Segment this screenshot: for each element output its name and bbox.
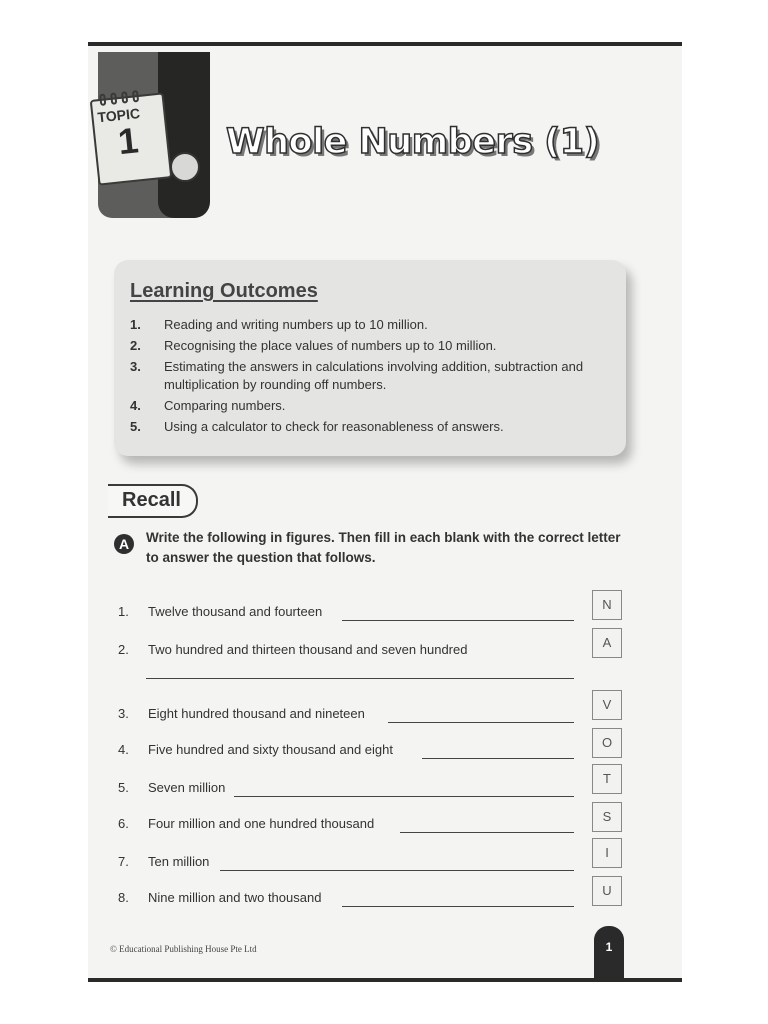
- answer-blank[interactable]: [342, 906, 574, 907]
- worksheet-page: [88, 42, 682, 982]
- question-text: Ten million: [148, 854, 210, 869]
- calendar-icon: [90, 92, 173, 185]
- recall-tab: [108, 484, 198, 518]
- answer-blank[interactable]: [400, 832, 574, 833]
- question-number: 6.: [118, 816, 129, 831]
- answer-letter-box: N: [592, 590, 622, 620]
- learning-outcome-number: 1.: [130, 317, 141, 332]
- question-number: 8.: [118, 890, 129, 905]
- section-instructions: Write the following in figures. Then fill in each blank with the correct letter to answer the question that follows.: [146, 530, 621, 565]
- learning-outcome-text: Using a calculator to check for reasonableness of answers.: [164, 419, 504, 434]
- question-text: Twelve thousand and fourteen: [148, 604, 323, 619]
- answer-blank[interactable]: [146, 678, 574, 679]
- learning-outcome-item: [130, 337, 610, 355]
- answer-blank[interactable]: [388, 722, 574, 723]
- question-number: 2.: [118, 642, 129, 657]
- answer-letter-box: O: [592, 728, 622, 758]
- answer-letter-box: A: [592, 628, 622, 658]
- learning-outcome-item: [130, 397, 610, 415]
- answer-blank[interactable]: [234, 796, 574, 797]
- answer-letter-box: V: [592, 690, 622, 720]
- learning-outcome-text: Estimating the answers in calculations involving addition, subtraction and multiplication by rounding off numbers.: [164, 359, 584, 392]
- learning-outcome-number: 2.: [130, 338, 141, 353]
- answer-blank[interactable]: [220, 870, 574, 871]
- topic-label: TOPIC: [96, 104, 141, 126]
- question-text: Two hundred and thirteen thousand and seven hundred: [148, 642, 468, 657]
- question-text: Eight hundred thousand and nineteen: [148, 706, 365, 721]
- answer-blank[interactable]: [422, 758, 574, 759]
- learning-outcome-number: 3.: [130, 359, 141, 374]
- topic-number: 1: [116, 119, 141, 163]
- question-text: Five hundred and sixty thousand and eight: [148, 742, 394, 757]
- learning-outcomes-list: [130, 316, 610, 439]
- question-text: Four million and one hundred thousand: [148, 816, 375, 831]
- learning-outcome-text: Comparing numbers.: [164, 398, 286, 413]
- learning-outcome-number: 4.: [130, 398, 141, 413]
- learning-outcome-number: 5.: [130, 419, 141, 434]
- learning-outcomes-box: [114, 260, 626, 456]
- recall-heading: Recall: [122, 489, 181, 511]
- pencil-icon: [170, 152, 200, 182]
- answer-letter-box: S: [592, 802, 622, 832]
- question-number: 7.: [118, 854, 129, 869]
- answer-letter-box: T: [592, 764, 622, 794]
- question-number: 1.: [118, 604, 129, 619]
- question-number: 3.: [118, 706, 129, 721]
- section-a-badge: A: [114, 534, 134, 554]
- answer-letter-box: U: [592, 876, 622, 906]
- answer-blank[interactable]: [342, 620, 574, 621]
- learning-outcome-text: Reading and writing numbers up to 10 million.: [164, 317, 428, 332]
- learning-outcome-item: [130, 358, 610, 394]
- question-text: Nine million and two thousand: [148, 890, 322, 905]
- learning-outcomes-heading: Learning Outcomes: [130, 280, 318, 302]
- learning-outcome-item: [130, 418, 610, 436]
- question-number: 4.: [118, 742, 129, 757]
- question-number: 5.: [118, 780, 129, 795]
- copyright-notice: © Educational Publishing House Pte Ltd: [110, 944, 257, 954]
- page-number: 1: [594, 926, 624, 978]
- question-text: Seven million: [148, 780, 226, 795]
- page-title: Whole Numbers (1): [226, 122, 600, 162]
- learning-outcome-item: [130, 316, 610, 334]
- learning-outcome-text: Recognising the place values of numbers up to 10 million.: [164, 338, 497, 353]
- answer-letter-box: I: [592, 838, 622, 868]
